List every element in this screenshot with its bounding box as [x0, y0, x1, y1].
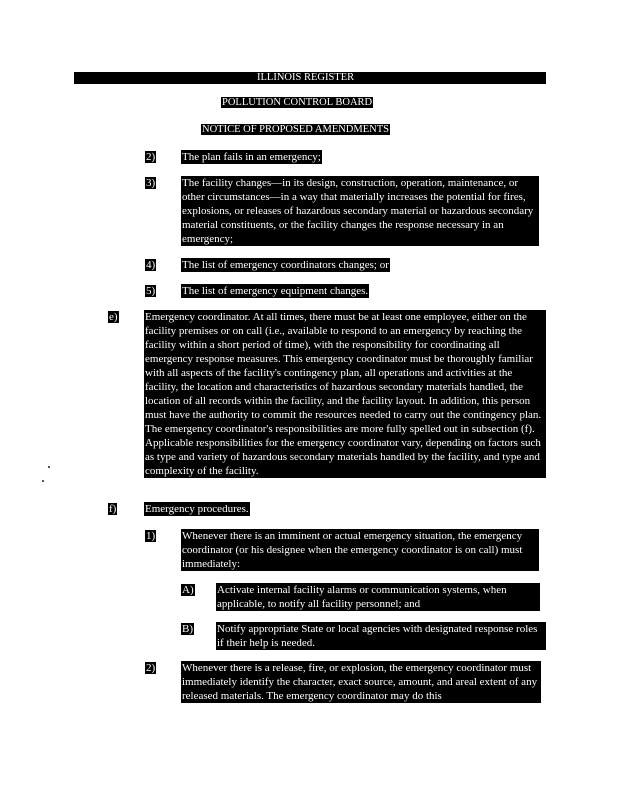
item-f1-label: 1): [146, 530, 156, 542]
item-f2-label: 2): [146, 662, 156, 674]
item-f2-text: Whenever there is a release, fire, or explosion, the emergency coordinator must immediately identify the character, exact source, amount, and areal extent of any released materials. The emergency coordinator may do this: [181, 661, 541, 703]
subsection-e-label: e): [109, 311, 118, 323]
item-2-text: The plan fails in an emergency;: [182, 151, 321, 163]
item-3-text: The facility changes—in its design, construction, operation, maintenance, or other circumstances—in a way that materially increases the potential for fires, explosions, or releases of hazardous secondary material or hazardous secondary material constituents, or the facility changes the response necessary in an emergency;: [181, 176, 539, 246]
item-3-label: 3): [146, 177, 156, 189]
register-title: ILLINOIS REGISTER: [257, 72, 355, 83]
notice-title: NOTICE OF PROPOSED AMENDMENTS: [202, 124, 389, 135]
item-f1-text: Whenever there is an imminent or actual emergency situation, the emergency coordinator (or his designee when the emergency coordinator is on call) must immediately:: [181, 529, 539, 571]
item-4-text: The list of emergency coordinators changes; or: [182, 259, 389, 271]
item-fA-label: A): [182, 584, 194, 596]
subsection-e-text: Emergency coordinator. At all times, there must be at least one employee, either on the facility premises or on call (i.e., available to respond to an emergency by reaching the facility within a short period of time), with the responsibility for coordinating all emergency response measures. This emergency coordinator must be thoroughly familiar with all aspects of the facility's contingency plan, all operations and activities at the facility, the location and characteristics of hazardous secondary materials handled, the location of all records within the facility, and the facility layout. In addition, this person must have the authority to commit the resources needed to carry out the contingency plan. The emergency coordinator's responsibilities are more fully spelled out in subsection (f). Applicable responsibilities for the emergency coordinator vary, depending on factors such as type and variety of hazardous secondary materials handled by the facility, and type and complexity of the facility.: [144, 310, 546, 478]
scan-speck: [42, 480, 44, 482]
item-5-label: 5): [146, 285, 156, 297]
item-2-label: 2): [146, 151, 156, 163]
item-fA-text: Activate internal facility alarms or communication systems, when applicable, to notify all facility personnel; and: [216, 583, 540, 611]
subsection-f-text: Emergency procedures.: [145, 503, 249, 515]
subsection-f-label: f): [109, 503, 117, 515]
scan-speck: [48, 466, 50, 468]
item-4-label: 4): [146, 259, 156, 271]
item-fB-text: Notify appropriate State or local agencies with designated response roles if their help is needed.: [216, 622, 546, 650]
item-fB-label: B): [182, 623, 193, 635]
board-title: POLLUTION CONTROL BOARD: [222, 97, 373, 108]
item-5-text: The list of emergency equipment changes.: [182, 285, 369, 297]
